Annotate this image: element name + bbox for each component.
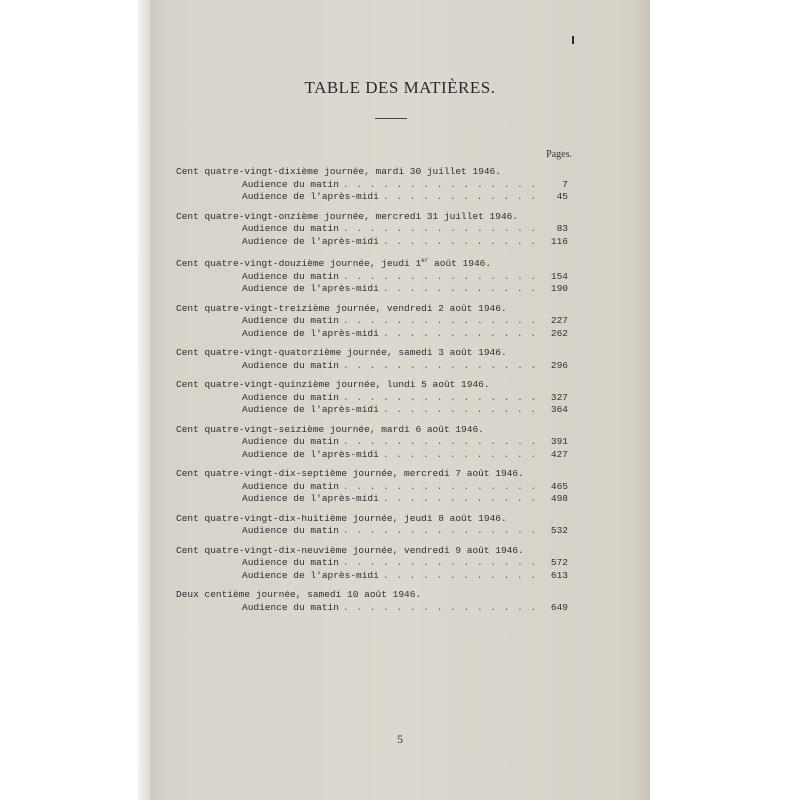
toc-page-number: 498 [550, 493, 568, 505]
toc-page-number: 465 [550, 480, 568, 492]
toc-day-title-part: août 1946. [428, 258, 492, 270]
toc-page-number: 227 [550, 315, 568, 327]
toc-session-label: Audience du matin [242, 359, 339, 371]
page-title: TABLE DES MATIÈRES. [304, 78, 496, 97]
dot-leader [343, 360, 540, 373]
dot-leader [383, 236, 540, 249]
dot-leader [343, 392, 540, 405]
toc-session-label: Audience du matin [242, 557, 339, 569]
toc-day-entry [176, 467, 568, 506]
toc-page-number: 7 [562, 178, 568, 190]
toc-page-number: 45 [556, 191, 568, 202]
toc-session-row [176, 328, 568, 341]
toc-session-row [176, 360, 568, 373]
dot-leader [343, 557, 540, 570]
ink-speck [572, 36, 574, 44]
page-number: 5 [397, 732, 403, 746]
toc-day-title: Cent quatre-vingt-quatorzième journée, samedi 3 août 1946. [176, 347, 507, 359]
toc-session-row [176, 557, 568, 570]
toc-day-entry [176, 165, 568, 204]
toc-session-label: Audience du matin [242, 436, 339, 448]
dot-leader [383, 328, 540, 341]
toc-session-row [176, 236, 568, 249]
toc-session-row [176, 315, 568, 328]
toc-page-number: 116 [550, 235, 568, 247]
dot-leader [343, 223, 540, 236]
toc-day-title: Cent quatre-vingt-dix-neuvième journée, vendredi 9 août 1946. [176, 544, 524, 556]
toc-session-label: Audience du matin [242, 270, 339, 282]
toc-session-label: Audience de l'après-midi [242, 493, 379, 505]
dot-leader [343, 315, 540, 328]
toc-session-label: Audience de l'après-midi [242, 235, 379, 247]
dot-leader [383, 191, 540, 204]
toc-page-number: 262 [550, 327, 568, 339]
toc-day-title [176, 254, 568, 271]
toc-session-label: Audience du matin [242, 480, 339, 492]
toc-day-entry [176, 302, 568, 341]
toc-day-entry [176, 544, 568, 583]
dot-leader [343, 179, 540, 192]
toc-session-row [176, 493, 568, 506]
toc-session-row [176, 191, 568, 204]
toc-day-title-part: Cent quatre-vingt-douzième journée, jeudi 1 [176, 258, 422, 270]
dot-leader [343, 436, 540, 449]
toc-session-label: Audience de l'après-midi [242, 327, 379, 339]
toc-day-title: Cent quatre-vingt-dix-septième journée, mercredi 7 août 1946. [176, 468, 524, 480]
toc-day-entry [176, 254, 568, 296]
toc-page-number: 83 [556, 223, 568, 234]
dot-leader [383, 449, 540, 462]
toc-session-row [176, 283, 568, 296]
toc-day-title: Cent quatre-vingt-seizième journée, mardi 6 août 1946. [176, 423, 484, 435]
dot-leader [383, 493, 540, 506]
toc-session-label: Audience de l'après-midi [242, 191, 379, 202]
toc-day-entry [176, 378, 568, 417]
toc-session-row [176, 436, 568, 449]
toc-session-label: Audience de l'après-midi [242, 569, 379, 581]
dot-leader [383, 404, 540, 417]
toc-page-number: 327 [550, 391, 568, 403]
toc-session-label: Audience du matin [242, 178, 339, 190]
toc-session-label: Audience du matin [242, 223, 339, 234]
toc-session-label: Audience du matin [242, 601, 339, 613]
toc-day-title: Cent quatre-vingt-quinzième journée, lundi 5 août 1946. [176, 379, 490, 391]
dot-leader [343, 602, 540, 615]
dot-leader [343, 271, 540, 284]
toc-day-entry [176, 423, 568, 462]
toc-page-number: 190 [550, 283, 568, 295]
pages-column-header: Pages. [546, 149, 572, 160]
toc-session-row [176, 404, 568, 417]
toc-page-number: 427 [550, 448, 568, 460]
toc-page-number: 649 [550, 601, 568, 613]
toc-day-title: Cent quatre-vingt-dix-huitième journée, jeudi 8 août 1946. [176, 512, 507, 524]
dot-leader [343, 481, 540, 494]
toc-session-label: Audience du matin [242, 315, 339, 327]
toc-page-number: 613 [550, 569, 568, 581]
toc-session-row [176, 570, 568, 583]
toc-session-label: Audience du matin [242, 391, 339, 403]
title-rule [375, 118, 407, 119]
toc-day-title: Cent quatre-vingt-onzième journée, mercredi 31 juillet 1946. [176, 210, 519, 222]
toc-day-entry [176, 346, 568, 372]
toc-session-label: Audience de l'après-midi [242, 404, 379, 416]
toc-page-number: 532 [550, 525, 568, 537]
toc-session-row [176, 392, 568, 405]
toc-day-entry [176, 210, 568, 249]
dot-leader [343, 525, 540, 538]
toc-day-title: Cent quatre-vingt-dixième journée, mardi 30 juillet 1946. [176, 166, 501, 177]
toc-session-row [176, 271, 568, 284]
toc-session-label: Audience de l'après-midi [242, 283, 379, 295]
toc-page-number: 572 [550, 557, 568, 569]
toc-session-row [176, 179, 568, 192]
dot-leader [383, 283, 540, 296]
toc-session-row [176, 481, 568, 494]
toc-day-title: Deux centième journée, samedi 10 août 1946. [176, 589, 422, 601]
toc-session-row [176, 602, 568, 615]
toc-session-label: Audience du matin [242, 525, 339, 537]
toc-day-entry [176, 512, 568, 538]
toc-session-label: Audience de l'après-midi [242, 448, 379, 460]
toc-page-number: 296 [550, 359, 568, 371]
toc-page-number: 391 [550, 436, 568, 448]
toc-page-number: 154 [550, 270, 568, 282]
toc-page-number: 364 [550, 404, 568, 416]
toc-session-row [176, 449, 568, 462]
book-page [150, 0, 650, 800]
toc-day-entry [176, 588, 568, 614]
toc-session-row [176, 525, 568, 538]
toc-session-row [176, 223, 568, 236]
toc-day-title-superscript: er [421, 257, 429, 264]
dot-leader [383, 570, 540, 583]
table-of-contents [176, 165, 568, 620]
toc-day-title: Cent quatre-vingt-treizième journée, vendredi 2 août 1946. [176, 302, 507, 314]
